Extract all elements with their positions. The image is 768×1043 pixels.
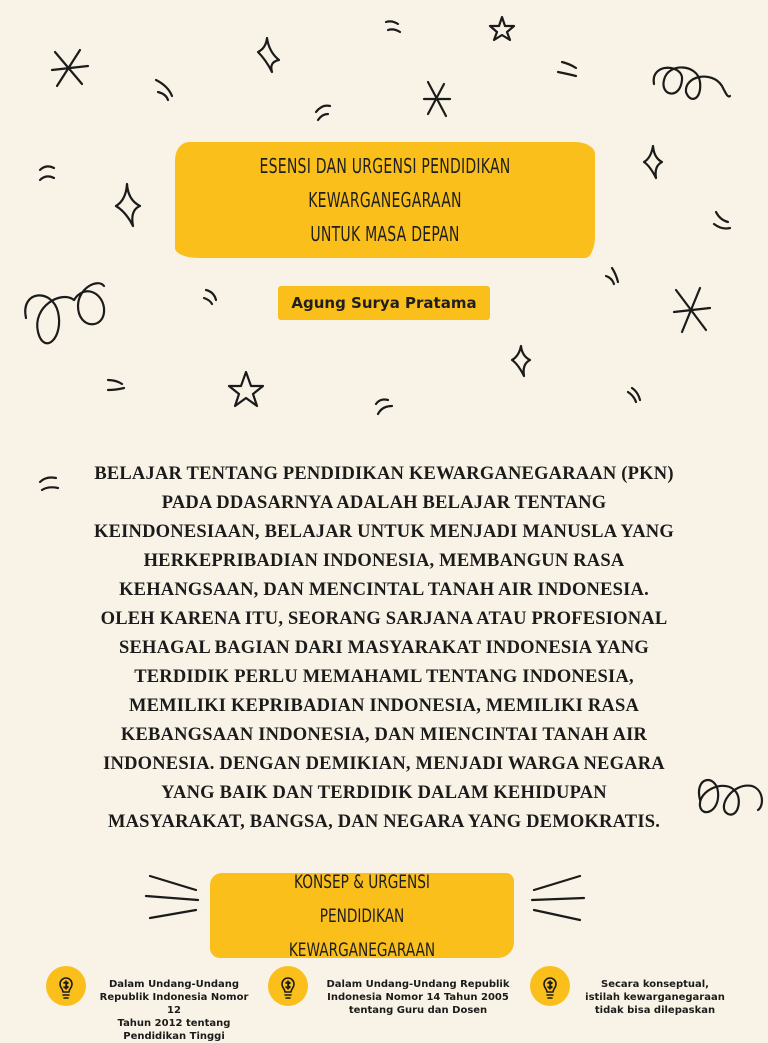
author-name: Agung Surya Pratama xyxy=(291,294,477,312)
section-title-line-1: KONSEP & URGENSI PENDIDIKAN xyxy=(294,870,430,927)
star-icon xyxy=(229,372,263,406)
motion-lines-right xyxy=(532,876,584,920)
column-text-1: Dalam Undang-Undang Republik Indonesia Nomor 12 Tahun 2012 tentang Pendidikan Tinggi xyxy=(99,979,249,1042)
page-title xyxy=(221,149,549,251)
title-line-1: ESENSI DAN URGENSI PENDIDIKAN KEWARGANEGARAAN xyxy=(259,154,511,212)
column-text-3: Secara konseptual, istilah kewarganegaraan tidak bisa dilepaskan xyxy=(585,979,725,1016)
section-banner xyxy=(210,870,514,961)
sparkle-icon xyxy=(258,38,279,72)
column-text-2: Dalam Undang-Undang Republik Indonesia Nomor 14 Tahun 2005 tentang Guru dan Dosen xyxy=(326,979,510,1016)
star-icon xyxy=(490,17,514,40)
section-title xyxy=(253,865,472,967)
squiggle-icon xyxy=(25,283,104,343)
squiggle-icon xyxy=(654,67,730,98)
motion-lines-left xyxy=(146,876,198,918)
sparkle-icon xyxy=(116,184,140,226)
sparkle-icon xyxy=(644,146,662,178)
sparkle-icon xyxy=(674,288,710,332)
body-paragraph: BELAJAR TENTANG PENDIDIKAN KEWARGANEGARAAN (PKN) PADA DDASARNYA ADALAH BELAJAR TENTANG KEINDONESIAAN, BELAJAR UNTUK MENJADI MANUSLA YANG HERKEPRIBADIAN INDONESIA, MEMBANGUN RASA KEHANGSAAN, DAN MENCINTAL TANAH AIR INDONESIA. OLEH KARENA ITU, SEORANG SARJANA ATAU PROFESIONAL SEHAGAL BAGIAN DARI MASYARAKAT INDONESIA YANG TERDIDIK PERLU MEMAHAML TENTANG INDONESIA, MEMILIKI KEPRIBADIAN INDONESIA, MEMILIKI RASA KEBANGSAAN INDONESIA, DAN MIENCINTAI TANAH AIR INDONESIA. DENGAN DEMIKIAN, MENJADI WARGA NEGARA YANG BAIK DAN TERDIDIK DALAM KEHIDUPAN MASYARAKAT, BANGSA, DAN NEGARA YANG DEMOKRATIS. xyxy=(94,464,674,832)
title-line-2: UNTUK MASA DEPAN xyxy=(310,222,460,246)
lightbulb-icon xyxy=(46,966,86,1006)
lightbulb-icon xyxy=(268,966,308,1006)
lightbulb-icon xyxy=(530,966,570,1006)
title-banner xyxy=(175,142,595,258)
sparkle-icon xyxy=(424,82,450,116)
author-badge xyxy=(278,286,490,320)
section-title-line-2: KEWARGANEGARAAN xyxy=(288,938,436,961)
sparkle-icon xyxy=(512,346,530,376)
sparkle-icon xyxy=(52,50,88,86)
squiggle-icon xyxy=(699,780,762,815)
